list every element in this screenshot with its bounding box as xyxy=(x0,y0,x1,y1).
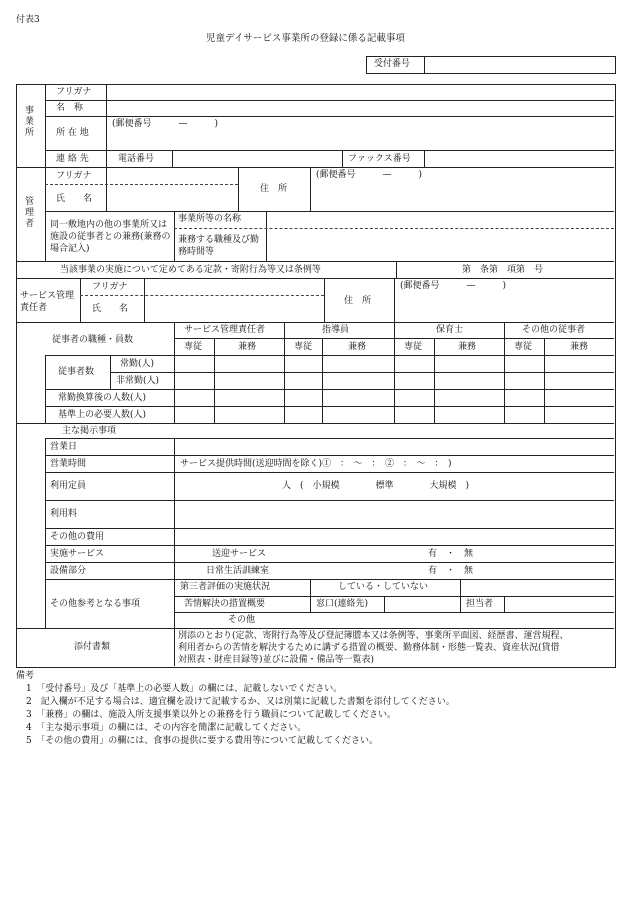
office-furigana-label: フリガナ xyxy=(56,87,92,97)
services-label: 実施サービス xyxy=(50,549,105,559)
transport-value[interactable]: 有 ・ 無 xyxy=(428,549,474,559)
complaint-person-label: 担当者 xyxy=(466,599,494,609)
note-item: 5 「その他の費用」の欄には、食事の提供に要する費用等について記載してください。 xyxy=(26,736,379,746)
service-manager-furigana-label: フリガナ xyxy=(92,282,128,292)
articles-label: 当該事業の実施について定めてある定款・寄附行為等又は条例等 xyxy=(60,265,321,275)
complaint-person-field[interactable] xyxy=(506,597,612,611)
attachments-label: 添付書類 xyxy=(74,642,111,652)
staff-role-service-manager: サービス管理責任者 xyxy=(184,325,266,335)
other-cost-field[interactable] xyxy=(176,529,612,544)
complaint-window-label: 窓口(連絡先) xyxy=(316,599,369,609)
office-furigana-field[interactable] xyxy=(108,85,612,100)
staff-regular-label: 常勤(人) xyxy=(120,359,155,369)
staff-col-parttime: 兼務 xyxy=(458,342,477,352)
office-phone-label: 電話番号 xyxy=(118,154,155,164)
attachments-line-3: 対照表・財産目録等)並びに設備・備品等一覧表) xyxy=(178,655,375,665)
business-hours-value: サービス提供時間(送迎時間を除く)① ： ～ ： ② ： ～ ： ) xyxy=(180,459,452,469)
manager-name-field[interactable] xyxy=(108,186,236,210)
manager-office-name-label: 事業所等の名称 xyxy=(178,214,242,224)
staff-col-fulltime: 専従 xyxy=(294,342,313,352)
note-item: 4 「主な掲示事項」の欄には、その内容を簡潔に記載してください。 xyxy=(26,723,307,733)
manager-postal-text: (郵便番号 — ) xyxy=(316,170,423,180)
attachments-line-1: 別添のとおり(定款、寄附行為等及び登記簿謄本又は条例等、事業所平面図、経歴書、運営規程、 xyxy=(178,631,569,641)
service-manager-furigana-field[interactable] xyxy=(146,279,322,294)
articles-value: 第 条第 項第 号 xyxy=(462,265,544,275)
staff-col-parttime: 兼務 xyxy=(570,342,589,352)
daily-room-label: 日常生活訓練室 xyxy=(206,566,270,576)
office-phone-field[interactable] xyxy=(174,151,340,166)
annex-label: 付表3 xyxy=(16,15,40,25)
service-manager-name-label: 氏 名 xyxy=(92,304,129,314)
staff-col-fulltime: 専従 xyxy=(184,342,203,352)
note-item: 1 「受付番号」及び「基準上の必要人数」の欄には、記載しないでください。 xyxy=(26,684,343,694)
receipt-number-field[interactable] xyxy=(426,57,612,72)
receipt-number-label: 受付番号 xyxy=(374,59,411,69)
staff-required-label: 基準上の必要人数(人) xyxy=(58,410,147,420)
capacity-value: 人 ( 小規模 標準 大規模 ) xyxy=(282,481,470,491)
notes-title: 備考 xyxy=(16,671,35,681)
other-reference-label: その他参考となる事項 xyxy=(50,599,141,609)
manager-office-name-field[interactable] xyxy=(268,212,612,227)
office-fax-field[interactable] xyxy=(426,151,612,166)
office-postal-text: (郵便番号 — ) xyxy=(112,119,219,129)
manager-concurrent-role-field[interactable] xyxy=(268,230,612,260)
staff-count-label: 従事者数 xyxy=(58,367,95,377)
facility-label: 設備部分 xyxy=(50,566,87,576)
other-label: その他 xyxy=(228,615,256,625)
complaint-label: 苦情解決の措置概要 xyxy=(184,599,266,609)
manager-address-label: 住 所 xyxy=(260,184,288,194)
manager-furigana-field[interactable] xyxy=(108,168,236,183)
office-name-field[interactable] xyxy=(108,101,612,116)
manager-concurrent-label: 同一敷地内の他の事業所又は施設の従事者との兼務(兼務の場合記入) xyxy=(50,220,171,254)
fee-label: 利用料 xyxy=(50,509,78,519)
service-manager-section-label: サービス管理責任者 xyxy=(20,291,75,313)
business-hours-label: 営業時間 xyxy=(50,459,87,469)
staff-section-label: 従事者の職種・員数 xyxy=(52,335,134,345)
service-manager-postal-text: (郵便番号 — ) xyxy=(400,281,507,291)
attachments-line-2: 利用者からの苦情を解決するために講ずる措置の概要、勤務体制・形態一覧表、資産状況(貸借 xyxy=(178,643,560,653)
staff-col-fulltime: 専従 xyxy=(514,342,533,352)
third-party-label: 第三者評価の実施状況 xyxy=(180,582,271,592)
daily-room-value[interactable]: 有 ・ 無 xyxy=(428,566,474,576)
staff-col-fulltime: 専従 xyxy=(404,342,423,352)
office-name-label: 名 称 xyxy=(56,103,84,113)
note-item: 3 「兼務」の欄は、施設入所支援事業以外との兼務を行う職員について記載してください。 xyxy=(26,710,397,720)
fee-field[interactable] xyxy=(176,501,612,527)
staff-role-instructor: 指導員 xyxy=(322,325,350,335)
capacity-label: 利用定員 xyxy=(50,481,87,491)
office-address-label: 所 在 地 xyxy=(56,128,89,138)
third-party-value[interactable]: している・していない xyxy=(338,582,429,592)
complaint-window-field[interactable] xyxy=(386,597,458,611)
service-manager-name-field[interactable] xyxy=(146,297,322,321)
staff-col-parttime: 兼務 xyxy=(348,342,367,352)
note-item: 2 記入欄が不足する場合は、適宜欄を設けて記載するか、又は別葉に記載した書類を添付してください。 xyxy=(26,697,455,707)
manager-furigana-label: フリガナ xyxy=(56,171,92,181)
staff-role-other: その他の従事者 xyxy=(522,325,586,335)
staff-nonregular-label: 非常勤(人) xyxy=(116,376,160,386)
manager-concurrent-role-label: 兼務する職種及び勤務時間等 xyxy=(178,235,260,257)
staff-fte-label: 常勤換算後の人数(人) xyxy=(58,393,147,403)
page-title: 児童デイサービス事業所の登録に係る記載事項 xyxy=(206,33,405,44)
office-fax-label: ファックス番号 xyxy=(348,154,411,164)
business-days-field[interactable] xyxy=(176,439,612,454)
manager-name-label: 氏 名 xyxy=(56,194,93,204)
staff-col-parttime: 兼務 xyxy=(238,342,257,352)
office-section-label: 事業所 xyxy=(24,106,34,138)
business-days-label: 営業日 xyxy=(50,442,78,452)
postings-label: 主な掲示事項 xyxy=(62,426,117,436)
service-manager-address-label: 住 所 xyxy=(344,296,372,306)
other-cost-label: その他の費用 xyxy=(50,532,105,542)
staff-role-nursery: 保育士 xyxy=(436,325,464,335)
transport-label: 送迎サービス xyxy=(212,549,267,559)
manager-section-label: 管理者 xyxy=(24,197,34,229)
office-contact-label: 連 絡 先 xyxy=(56,154,89,164)
